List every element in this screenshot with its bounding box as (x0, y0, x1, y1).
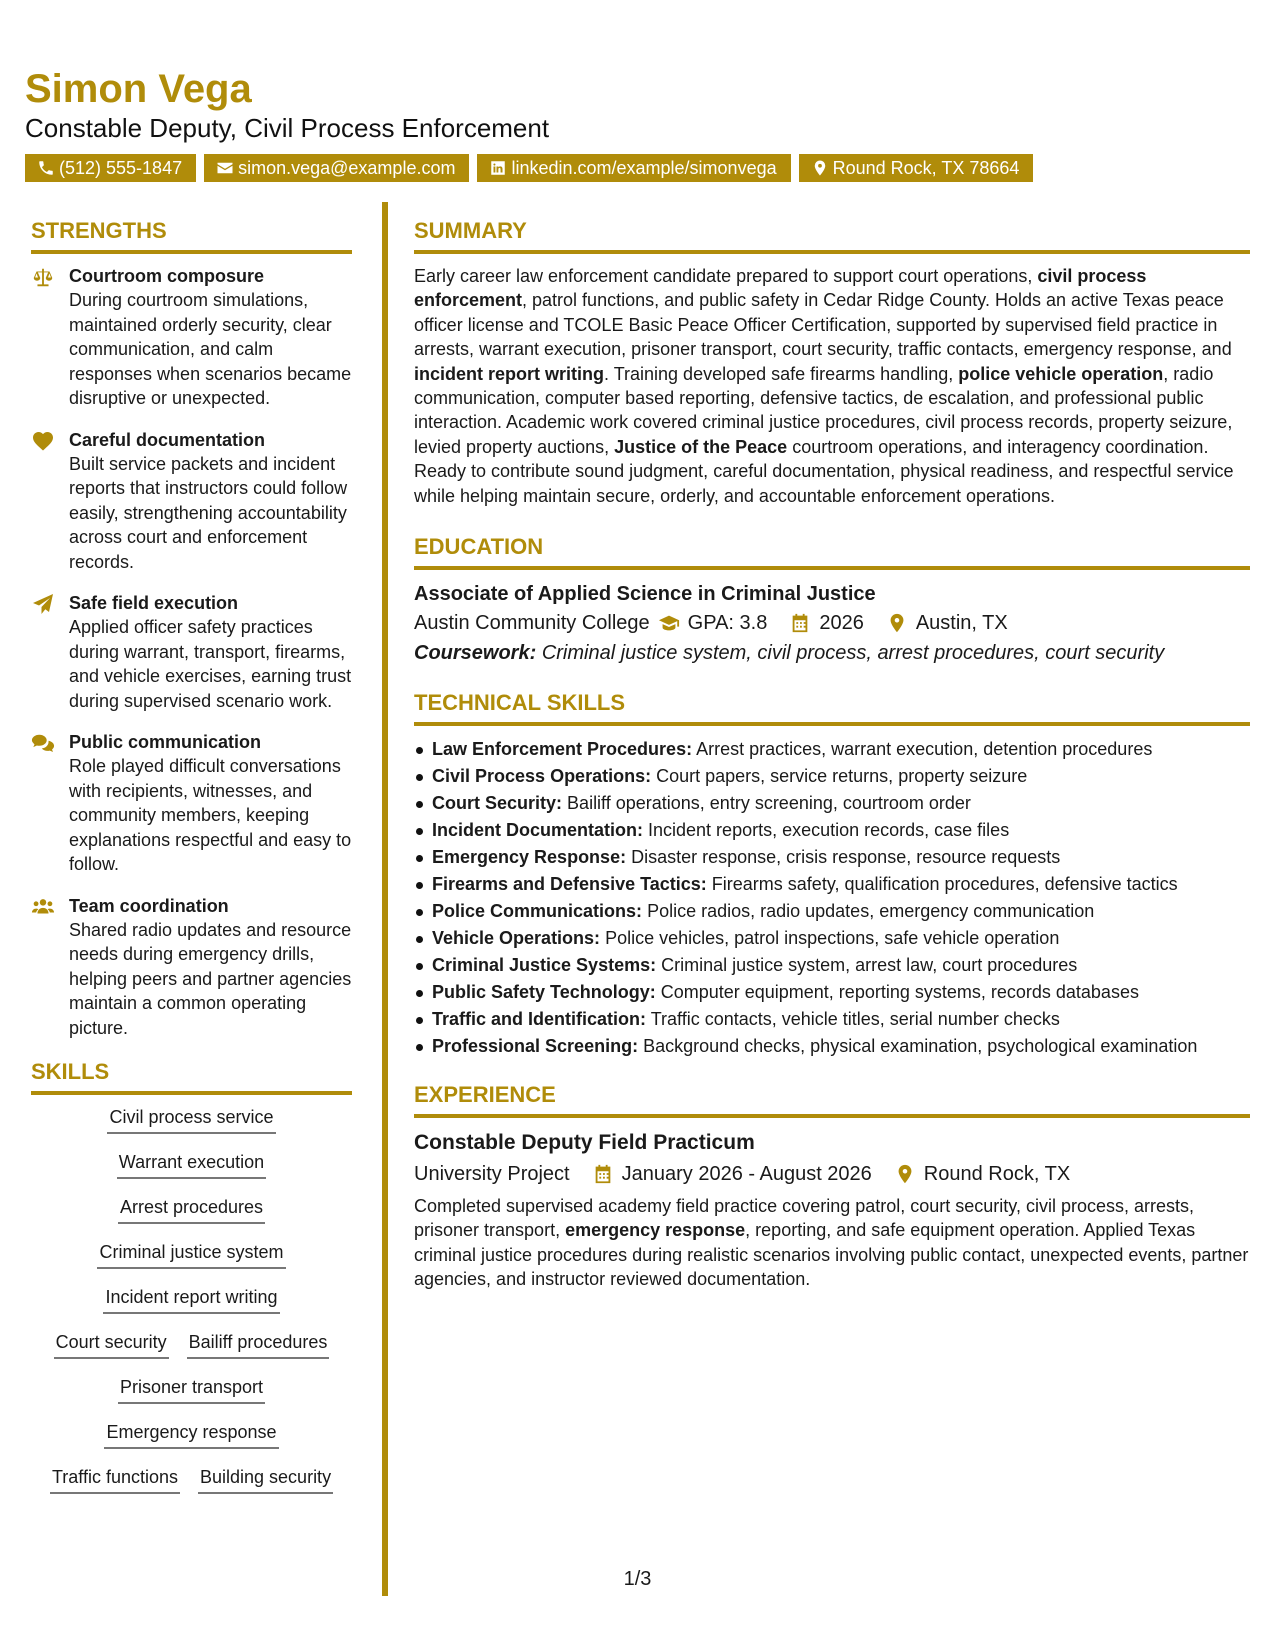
skill-tag: Prisoner transport (118, 1375, 265, 1404)
left-column (31, 216, 352, 1510)
list-item: Vehicle Operations: Police vehicles, patrol inspections, safe vehicle operation (414, 925, 1250, 952)
calendar-icon (789, 612, 811, 634)
strength-description: During courtroom simulations, maintained orderly security, clear communication, and calm responses when scenarios became disruptive or unexpected. (69, 290, 352, 408)
list-item: Incident Documentation: Incident reports, execution records, case files (414, 817, 1250, 844)
contact-email-text: simon.vega@example.com (238, 158, 456, 178)
map-marker-icon (894, 1163, 916, 1185)
paper-plane-icon (31, 593, 55, 615)
experience-heading: EXPERIENCE (414, 1080, 1250, 1118)
list-item: Professional Screening: Background checks, physical examination, psychological examination (414, 1033, 1250, 1060)
experience-location: Round Rock, TX (923, 1163, 1071, 1186)
experience-description: Completed supervised academy field practice covering patrol, court security, civil process, arrests, prisoner transport, emergency response, reporting, and safe equipment operation. Applied Texas criminal justice procedures during realistic scenarios involving public contact, unexpected events, partner agencies, and instructor reviewed documentation. (414, 1196, 1249, 1290)
strengths-heading: STRENGTHS (31, 216, 352, 254)
list-item: Law Enforcement Procedures: Arrest practices, warrant execution, detention procedures (414, 736, 1250, 763)
list-item: Traffic and Identification: Traffic contacts, vehicle titles, serial number checks (414, 1006, 1250, 1033)
heart-icon (31, 430, 55, 452)
contact-phone[interactable] (25, 154, 196, 182)
users-icon (31, 896, 55, 918)
strength-description: Applied officer safety practices during warrant, transport, firearms, and vehicle exercises, earning trust during supervised scenario work. (69, 617, 352, 711)
education-school: Austin Community College (414, 612, 650, 635)
right-column (414, 216, 1250, 1292)
comments-icon (31, 732, 55, 754)
education-details (414, 608, 1250, 638)
skills-list (31, 1105, 352, 1510)
education-degree: Associate of Applied Science in Criminal Justice (414, 583, 876, 606)
map-marker-icon (811, 159, 829, 177)
strength-title: Courtroom composure (69, 266, 265, 286)
scale-icon (31, 266, 55, 288)
strength-description: Built service packets and incident reports that instructors could follow easily, strengthening accountability across court and enforcement records. (69, 453, 348, 572)
education-year: 2026 (819, 612, 864, 635)
list-item: Court Security: Bailiff operations, entry screening, courtroom order (414, 790, 1250, 817)
linkedin-icon (489, 159, 507, 177)
strength-title: Team coordination (69, 895, 229, 916)
skill-tag: Traffic functions (50, 1465, 180, 1494)
strength-item (31, 264, 352, 411)
technical-skills-list (414, 736, 1250, 1060)
skill-tag: Incident report writing (103, 1285, 279, 1314)
education-heading: EDUCATION (414, 532, 1250, 570)
skill-tag: Bailiff procedures (187, 1330, 330, 1359)
experience-title: Constable Deputy Field Practicum (414, 1131, 755, 1155)
resume-header (25, 66, 1255, 182)
strength-item (31, 894, 352, 1041)
contact-bar (25, 154, 1255, 182)
contact-location-text: Round Rock, TX 78664 (832, 158, 1020, 178)
experience-details (414, 1158, 1250, 1190)
strength-title: Careful documentation (69, 429, 266, 450)
page-number: 1/3 (623, 1568, 652, 1590)
calendar-icon (592, 1163, 614, 1185)
list-item: Civil Process Operations: Court papers, service returns, property seizure (414, 763, 1250, 790)
strength-item (31, 591, 352, 713)
strength-title: Public communication (69, 732, 262, 752)
technical-skills-heading: TECHNICAL SKILLS (414, 688, 1250, 726)
strength-title: Safe field execution (69, 593, 239, 613)
skill-tag: Civil process service (107, 1105, 275, 1134)
experience-org: University Project (414, 1163, 570, 1186)
strength-description: Shared radio updates and resource needs during emergency drills, helping peers and partner agencies maintain a common operating picture. (69, 919, 352, 1038)
experience-dates: January 2026 - August 2026 (621, 1163, 872, 1186)
skill-tag: Court security (54, 1330, 169, 1359)
phone-icon (37, 159, 55, 177)
skills-heading: SKILLS (31, 1057, 352, 1095)
education-location: Austin, TX (915, 612, 1008, 635)
list-item: Criminal Justice Systems: Criminal justice system, arrest law, court procedures (414, 952, 1250, 979)
contact-location[interactable] (799, 154, 1034, 182)
candidate-name: Simon Vega (25, 67, 252, 111)
strength-item (31, 730, 352, 877)
candidate-title: Constable Deputy, Civil Process Enforcement (25, 113, 550, 143)
skill-tag: Emergency response (104, 1420, 278, 1449)
list-item: Police Communications: Police radios, radio updates, emergency communication (414, 898, 1250, 925)
list-item: Firearms and Defensive Tactics: Firearms safety, qualification procedures, defensive tactics (414, 871, 1250, 898)
strength-description: Role played difficult conversations with recipients, witnesses, and community members, keeping explanations respectful and easy to follow. (69, 756, 352, 874)
contact-linkedin[interactable] (477, 154, 790, 182)
graduation-cap-icon (658, 612, 680, 634)
education-gpa: GPA: 3.8 (687, 612, 768, 635)
skill-tag: Criminal justice system (97, 1240, 285, 1269)
contact-linkedin-text: linkedin.com/example/simonvega (511, 158, 777, 178)
column-divider (382, 202, 388, 1596)
skill-tag: Warrant execution (117, 1150, 266, 1179)
skill-tag: Building security (198, 1465, 333, 1494)
summary-heading: SUMMARY (414, 216, 1250, 254)
skill-tag: Arrest procedures (118, 1195, 265, 1224)
strength-item (31, 428, 352, 575)
map-marker-icon (886, 612, 908, 634)
list-item: Public Safety Technology: Computer equipment, reporting systems, records databases (414, 979, 1250, 1006)
contact-phone-text: (512) 555-1847 (59, 158, 183, 178)
list-item: Emergency Response: Disaster response, crisis response, resource requests (414, 844, 1250, 871)
education-coursework: Coursework: Criminal justice system, civil process, arrest procedures, court security (414, 642, 1165, 665)
summary-text: Early career law enforcement candidate prepared to support court operations, civil process enforcement, patrol functions, and public safety in Cedar Ridge County. Holds an active Texas peace officer license and TCOLE Basic Peace Officer Certification, supported by supervised field practice in arrests, warrant execution, prisoner transport, court security, traffic contacts, emergency response, and incident report writing. Training developed safe firearms handling, police vehicle operation, radio communication, computer based reporting, defensive tactics, de escalation, and professional public interaction. Academic work covered criminal justice procedures, civil process records, property seizure, levied property auctions, Justice of the Peace courtroom operations, and interagency coordination. Ready to contribute sound judgment, careful documentation, physical readiness, and respectful service while helping maintain secure, orderly, and accountable enforcement operations. (414, 266, 1234, 506)
contact-email[interactable] (204, 154, 469, 182)
envelope-icon (216, 159, 234, 177)
